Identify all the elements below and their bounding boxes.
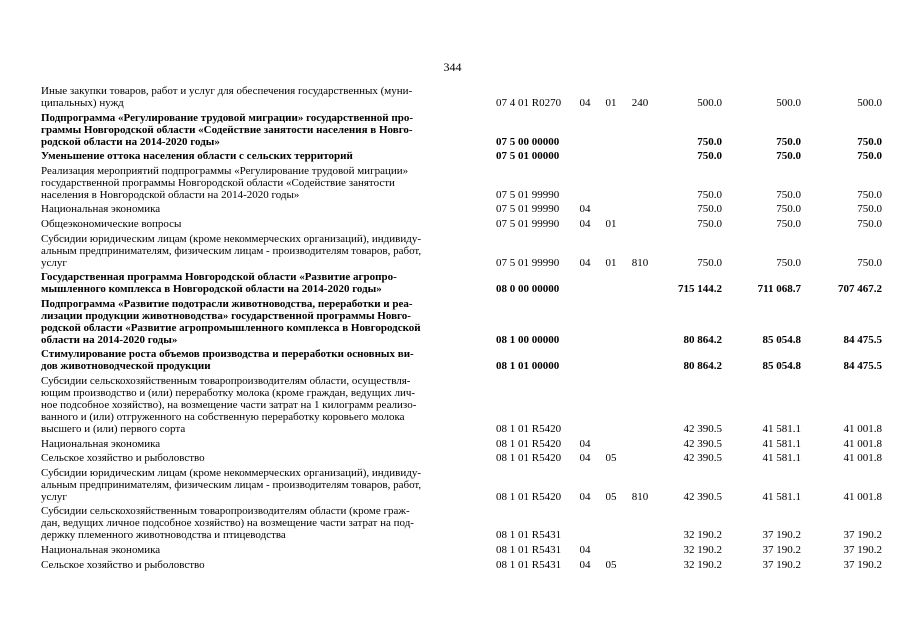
row-name [41,165,495,201]
row-name-line: мышленного комплекса в Новгородской области на 2014-2020 годы» [41,283,382,296]
row-name-line: области на 2014-2020 годы» [41,333,178,346]
table-row [0,438,905,450]
table-row [0,298,905,346]
row-code: 07 5 01 99990 [496,218,560,230]
row-name-line: родской области на 2014-2020 годы» [41,135,220,148]
row-name [41,233,495,269]
row-razdel: 04 [579,256,591,269]
row-value-3: 37 190.2 [843,558,882,571]
row-razdel: 04 [579,452,591,465]
row-value-2: 85 054.8 [762,360,801,373]
table-row [0,85,905,109]
row-value-3: 37 190.2 [843,544,882,556]
row-name [41,150,495,162]
row-value-3: 500.0 [857,97,882,109]
row-value-1: 750.0 [697,256,722,269]
row-value-2: 41 581.1 [762,490,801,503]
row-value-1: 80 864.2 [683,333,722,346]
table-row [0,375,905,435]
row-name-line: услуг [41,490,67,503]
table-row [0,218,905,230]
row-value-2: 750.0 [776,188,801,201]
row-podrazdel: 05 [605,452,617,465]
row-name-line: альным предпринимателям, физическим лицам - производителям товаров, работ, [41,478,422,491]
row-razdel: 04 [579,218,591,230]
row-value-1: 750.0 [697,150,722,163]
row-name [41,544,495,556]
row-name-line: Иные закупки товаров, работ и услуг для обеспечения государственных (муни- [41,85,413,97]
row-value-3: 750.0 [857,188,882,201]
table-row [0,203,905,215]
row-code: 07 5 01 99990 [496,203,560,216]
table-row [0,505,905,541]
row-value-1: 42 390.5 [683,423,722,435]
row-name-line: Национальная экономика [41,437,161,450]
row-name-line: Субсидии сельскохозяйственным товаропроизводителям области (кроме граж- [41,505,410,518]
row-value-1: 32 190.2 [683,558,722,571]
row-razdel: 04 [579,558,591,571]
row-name [41,348,495,372]
table-row [0,112,905,148]
row-name [41,85,495,109]
row-name-line: Подпрограмма «Регулирование трудовой миграции» государственной про- [41,111,414,124]
row-name-line: Стимулирование роста объемов производства и переработки основных ви- [41,348,414,361]
row-podrazdel: 01 [605,256,617,269]
row-podrazdel: 01 [605,97,617,109]
row-name [41,452,495,464]
row-code: 07 4 01 R0270 [496,97,562,109]
row-name-line: Реализация мероприятий подпрограммы «Регулирование трудовой миграции» [41,164,409,177]
row-code: 08 1 01 R5420 [496,490,562,503]
row-name-line: ющим производство и (или) переработку молока (кроме граждан, ведущих лич- [41,387,416,399]
row-vid-rashodov: 810 [631,490,649,503]
row-name [41,559,495,571]
row-name [41,218,495,230]
row-value-2: 750.0 [776,203,801,216]
row-code: 08 0 00 00000 [496,283,560,296]
row-value-1: 750.0 [697,218,722,230]
row-value-3: 41 001.8 [843,423,882,435]
row-value-1: 42 390.5 [683,437,722,450]
row-value-2: 750.0 [776,256,801,269]
row-value-2: 41 581.1 [762,452,801,465]
row-name [41,467,495,503]
row-value-3: 41 001.8 [843,452,882,465]
row-value-2: 750.0 [776,218,801,230]
row-value-1: 32 190.2 [683,529,722,542]
row-name-line: Подпрограмма «Развитие подотрасли животноводства, переработки и реа- [41,297,413,310]
row-code: 07 5 00 00000 [496,135,560,148]
row-code: 08 1 01 R5420 [496,423,562,435]
row-vid-rashodov: 810 [631,256,649,269]
row-name-line: Сельское хозяйство и рыболовство [41,452,205,465]
row-value-1: 42 390.5 [683,452,722,465]
row-name [41,438,495,450]
row-code: 08 1 00 00000 [496,333,560,346]
row-code: 07 5 01 99990 [496,188,560,201]
table-row [0,559,905,571]
row-name [41,203,495,215]
row-podrazdel: 05 [605,490,617,503]
row-name-line: Уменьшение оттока населения области с сельских территорий [41,150,353,163]
table-row [0,467,905,503]
row-code: 08 1 01 R5431 [496,544,562,556]
row-razdel: 04 [579,97,591,109]
row-razdel: 04 [579,544,591,556]
row-name [41,375,495,435]
row-podrazdel: 01 [605,218,617,230]
page-number: 344 [443,60,462,74]
row-value-2: 41 581.1 [762,437,801,450]
row-value-2: 711 068.7 [757,283,801,296]
row-name-line: Субсидии юридическим лицам (кроме некоммерческих организаций), индивиду- [41,466,421,479]
row-value-3: 41 001.8 [843,437,882,450]
table-row [0,452,905,464]
row-value-3: 750.0 [857,135,882,148]
row-value-2: 37 190.2 [762,544,801,556]
row-name-line: Национальная экономика [41,203,161,216]
row-name [41,271,495,295]
row-name-line: ципальных) нужд [41,97,124,109]
row-value-3: 41 001.8 [843,490,882,503]
row-code: 08 1 01 R5431 [496,558,562,571]
row-name-line: дов животноводческой продукции [41,360,211,373]
row-value-3: 37 190.2 [843,529,882,542]
row-value-1: 750.0 [697,188,722,201]
row-name-line: ванного и (или) отгруженного на собственную переработку коровьего молока [41,411,405,423]
row-razdel: 04 [579,437,591,450]
row-razdel: 04 [579,490,591,503]
table-row [0,544,905,556]
row-name-line: граммы Новгородской области «Содействие занятости населения в Новго- [41,123,413,136]
row-name-line: услуг [41,256,67,269]
row-name-line: Общеэкономические вопросы [41,218,182,230]
row-code: 07 5 01 99990 [496,256,560,269]
row-name-line: ное подсобное хозяйство), на возмещение части затрат на 1 килограмм реализо- [41,399,417,411]
row-value-1: 80 864.2 [683,360,722,373]
table-row [0,165,905,201]
row-value-2: 41 581.1 [762,423,801,435]
row-value-1: 32 190.2 [683,544,722,556]
row-name-line: родской области «Развитие агропромышленного комплекса в Новгородской [41,321,421,334]
table-row [0,348,905,372]
row-value-1: 750.0 [697,135,722,148]
row-code: 08 1 01 00000 [496,360,560,373]
row-value-3: 750.0 [857,256,882,269]
row-podrazdel: 05 [605,558,617,571]
row-name-line: дан, ведущих личное подсобное хозяйство) на возмещение части затрат на под- [41,517,414,530]
table-row [0,233,905,269]
row-name-line: высшего и (или) первого сорта [41,423,186,435]
row-name-line: Государственная программа Новгородской области «Развитие агропро- [41,271,397,284]
row-value-1: 750.0 [697,203,722,216]
row-name-line: Национальная экономика [41,544,161,556]
row-name-line: Субсидии юридическим лицам (кроме некоммерческих организаций), индивиду- [41,232,421,245]
row-razdel: 04 [579,203,591,216]
row-value-1: 42 390.5 [683,490,722,503]
row-name-line: лизации продукции животноводства» государственной программы Новго- [41,309,411,322]
row-value-3: 750.0 [857,218,882,230]
row-value-3: 707 467.2 [838,283,882,296]
row-name-line: альным предпринимателям, физическим лицам - производителям товаров, работ, [41,244,422,257]
row-code: 07 5 01 00000 [496,150,560,163]
row-value-1: 500.0 [697,97,722,109]
row-value-2: 750.0 [776,135,801,148]
row-name [41,112,495,148]
row-value-3: 750.0 [857,150,882,163]
table-row [0,271,905,295]
row-name [41,298,495,346]
row-vid-rashodov: 240 [631,97,649,109]
row-name-line: Субсидии сельскохозяйственным товаропроизводителям области, осуществля- [41,375,411,387]
row-value-1: 715 144.2 [678,283,722,296]
row-value-2: 37 190.2 [762,558,801,571]
row-value-3: 84 475.5 [843,360,882,373]
row-value-2: 500.0 [776,97,801,109]
row-value-2: 85 054.8 [762,333,801,346]
row-value-3: 84 475.5 [843,333,882,346]
row-value-2: 750.0 [776,150,801,163]
row-code: 08 1 01 R5420 [496,452,562,465]
row-name [41,505,495,541]
row-code: 08 1 01 R5420 [496,437,562,450]
table-row [0,150,905,162]
row-value-3: 750.0 [857,203,882,216]
row-name-line: населения в Новгородской области на 2014-2020 годы» [41,188,300,201]
row-name-line: государственной программы Новгородской области «Содействие занятости [41,176,395,189]
row-value-2: 37 190.2 [762,529,801,542]
row-name-line: держку племенного животноводства и птицеводства [41,529,286,542]
row-code: 08 1 01 R5431 [496,529,562,542]
row-name-line: Сельское хозяйство и рыболовство [41,558,205,571]
